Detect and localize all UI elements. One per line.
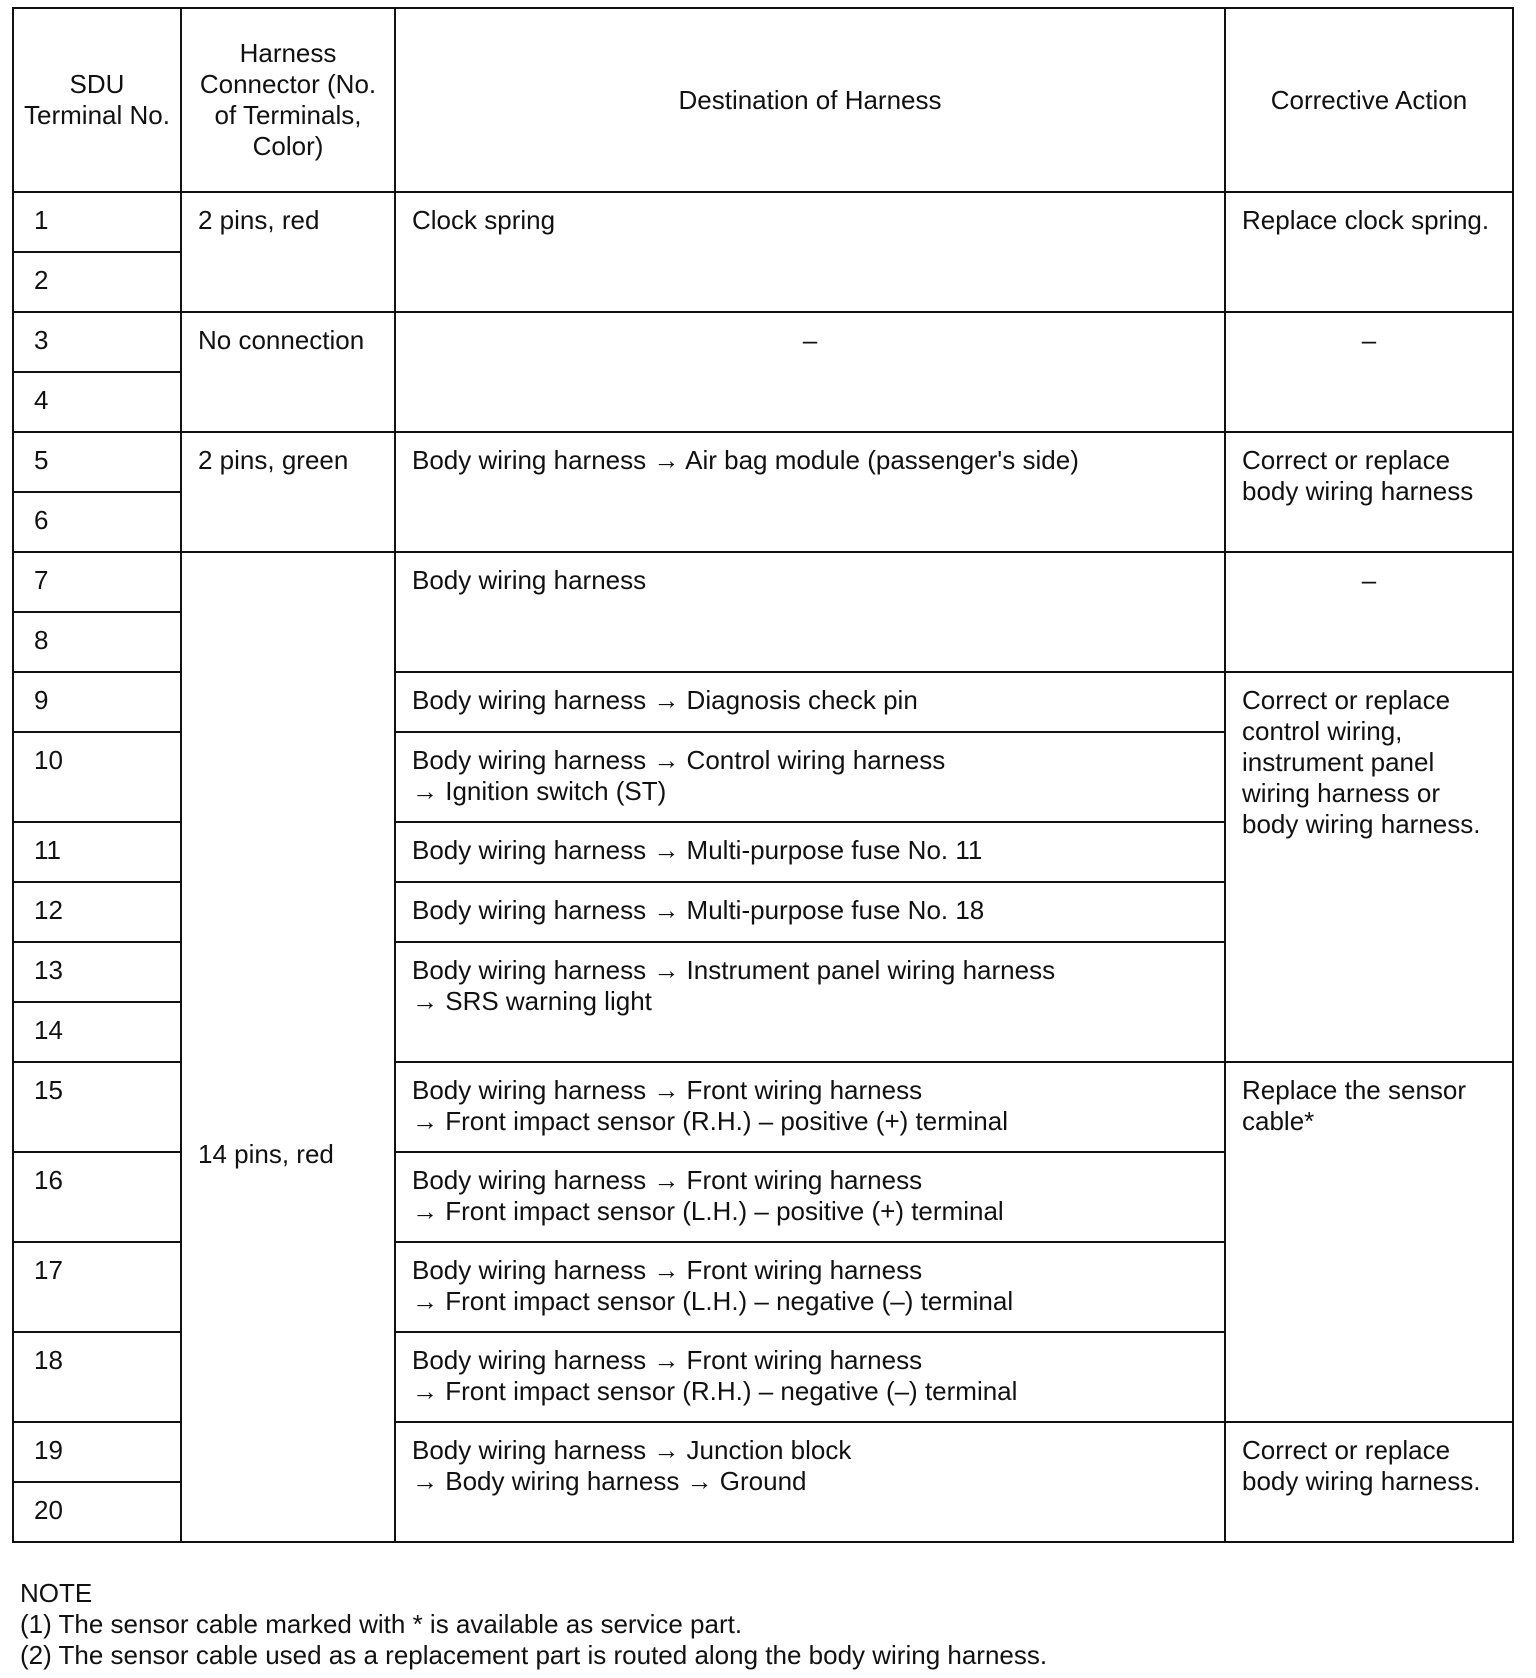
destination-line: Body wiring harness → Instrument panel wiring harness bbox=[412, 955, 1056, 985]
terminal-cell: 6 bbox=[13, 492, 181, 552]
terminal-cell: 15 bbox=[13, 1062, 181, 1152]
terminal-cell: 19 bbox=[13, 1422, 181, 1482]
destination-cell: Body wiring harness → Multi-purpose fuse No. 18 bbox=[395, 882, 1225, 942]
table-row bbox=[13, 192, 1513, 252]
destination-cell: Body wiring harness → Multi-purpose fuse No. 11 bbox=[395, 822, 1225, 882]
destination-cell bbox=[395, 942, 1225, 1062]
destination-line: Body wiring harness → Front wiring harness bbox=[412, 1075, 923, 1105]
harness-table bbox=[12, 7, 1514, 1543]
table-row bbox=[13, 312, 1513, 372]
action-cell: – bbox=[1225, 552, 1513, 672]
terminal-cell: 4 bbox=[13, 372, 181, 432]
terminal-cell: 8 bbox=[13, 612, 181, 672]
terminal-cell: 16 bbox=[13, 1152, 181, 1242]
note-title: NOTE bbox=[20, 1578, 93, 1608]
terminal-cell: 1 bbox=[13, 192, 181, 252]
action-cell: Correct or replace body wiring harness. bbox=[1225, 1422, 1513, 1542]
destination-line: Body wiring harness → Junction block bbox=[412, 1435, 852, 1465]
destination-line: → Body wiring harness → Ground bbox=[412, 1466, 807, 1496]
destination-cell: Body wiring harness → Diagnosis check pin bbox=[395, 672, 1225, 732]
note-block bbox=[20, 1578, 1047, 1671]
destination-cell: Clock spring bbox=[395, 192, 1225, 312]
connector-cell: No connection bbox=[181, 312, 395, 432]
action-cell: Replace clock spring. bbox=[1225, 192, 1513, 312]
action-cell: Correct or replace body wiring harness bbox=[1225, 432, 1513, 552]
destination-line: Body wiring harness → Front wiring harness bbox=[412, 1345, 923, 1375]
destination-cell bbox=[395, 1332, 1225, 1422]
header-destination: Destination of Harness bbox=[395, 8, 1225, 192]
terminal-cell: 20 bbox=[13, 1482, 181, 1542]
destination-line: → Ignition switch (ST) bbox=[412, 776, 667, 806]
destination-line: → Front impact sensor (R.H.) – positive (+) terminal bbox=[412, 1106, 1008, 1136]
destination-cell bbox=[395, 732, 1225, 822]
terminal-cell: 18 bbox=[13, 1332, 181, 1422]
destination-cell: – bbox=[395, 312, 1225, 432]
terminal-cell: 11 bbox=[13, 822, 181, 882]
destination-cell bbox=[395, 1152, 1225, 1242]
terminal-cell: 9 bbox=[13, 672, 181, 732]
terminal-cell: 3 bbox=[13, 312, 181, 372]
action-cell: Correct or replace control wiring, instrument panel wiring harness or body wiring harness. bbox=[1225, 672, 1513, 1062]
destination-line: → Front impact sensor (L.H.) – negative (–) terminal bbox=[412, 1286, 1014, 1316]
destination-line: Body wiring harness → Front wiring harness bbox=[412, 1165, 923, 1195]
terminal-cell: 13 bbox=[13, 942, 181, 1002]
destination-line: Body wiring harness → Control wiring harness bbox=[412, 745, 946, 775]
connector-cell: 2 pins, green bbox=[181, 432, 395, 552]
note-item: (2) The sensor cable used as a replacement part is routed along the body wiring harness. bbox=[20, 1640, 1048, 1670]
table-row bbox=[13, 552, 1513, 612]
table-header-row bbox=[13, 8, 1513, 192]
action-cell: – bbox=[1225, 312, 1513, 432]
terminal-cell: 17 bbox=[13, 1242, 181, 1332]
action-cell: Replace the sensor cable* bbox=[1225, 1062, 1513, 1422]
header-connector: Harness Connector (No. of Terminals, Color) bbox=[181, 8, 395, 192]
terminal-cell: 2 bbox=[13, 252, 181, 312]
terminal-cell: 12 bbox=[13, 882, 181, 942]
connector-cell: 2 pins, red bbox=[181, 192, 395, 312]
terminal-cell: 10 bbox=[13, 732, 181, 822]
destination-cell bbox=[395, 1062, 1225, 1152]
destination-line: Body wiring harness → Front wiring harness bbox=[412, 1255, 923, 1285]
destination-line: → SRS warning light bbox=[412, 986, 652, 1016]
destination-cell: Body wiring harness → Air bag module (passenger's side) bbox=[395, 432, 1225, 552]
destination-line: → Front impact sensor (L.H.) – positive (+) terminal bbox=[412, 1196, 1004, 1226]
destination-cell bbox=[395, 1422, 1225, 1542]
destination-line: → Front impact sensor (R.H.) – negative (–) terminal bbox=[412, 1376, 1018, 1406]
header-terminal: SDU Terminal No. bbox=[13, 8, 181, 192]
header-action: Corrective Action bbox=[1225, 8, 1513, 192]
destination-cell: Body wiring harness bbox=[395, 552, 1225, 672]
table-row bbox=[13, 432, 1513, 492]
terminal-cell: 14 bbox=[13, 1002, 181, 1062]
terminal-cell: 5 bbox=[13, 432, 181, 492]
destination-cell bbox=[395, 1242, 1225, 1332]
terminal-cell: 7 bbox=[13, 552, 181, 612]
connector-cell: 14 pins, red bbox=[181, 552, 395, 1542]
note-item: (1) The sensor cable marked with * is available as service part. bbox=[20, 1609, 743, 1639]
